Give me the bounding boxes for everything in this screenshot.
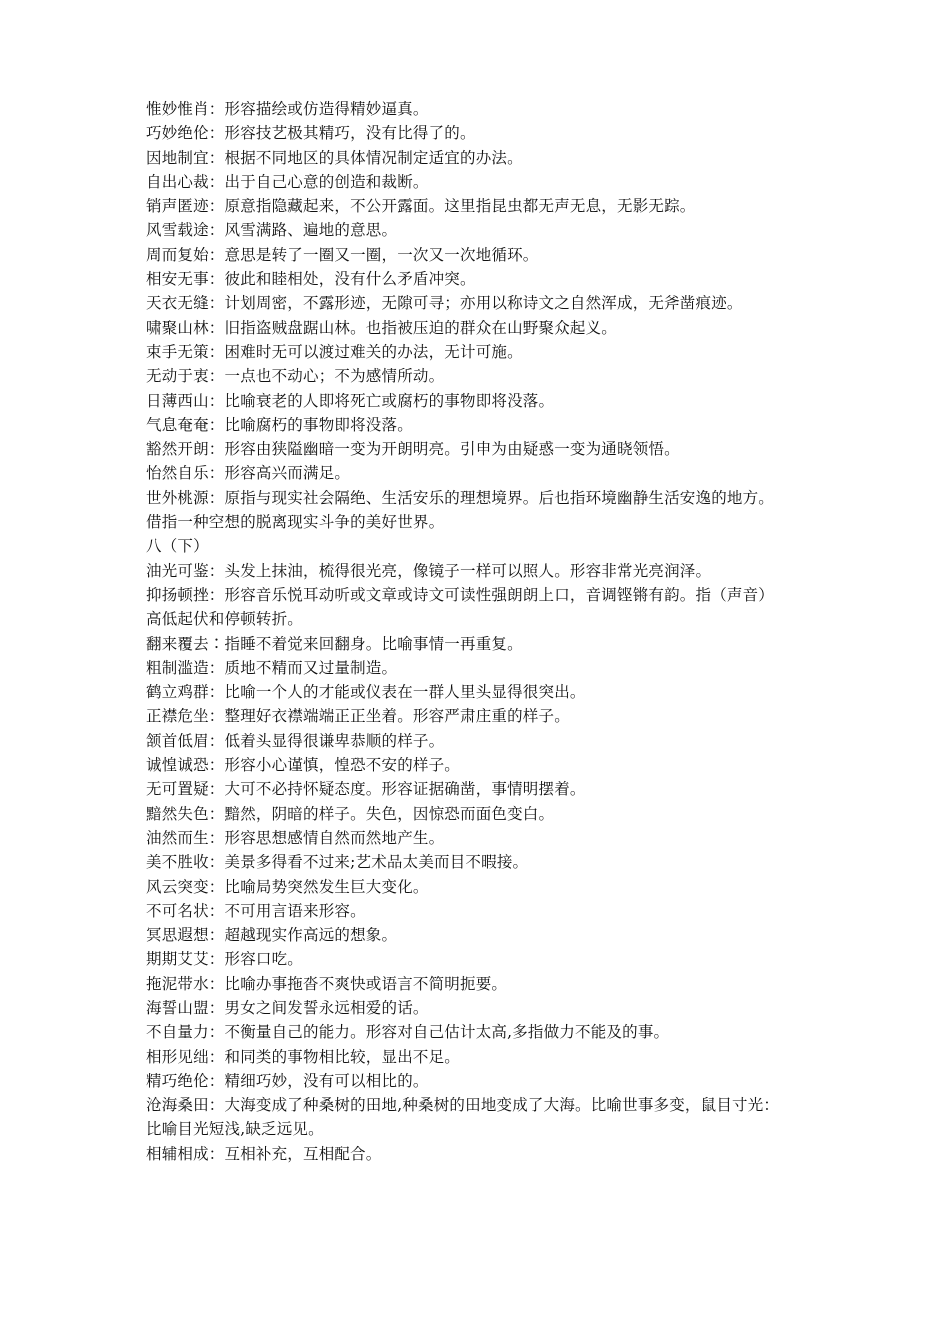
text-line: 怡然自乐：形容高兴而满足。 <box>146 464 351 483</box>
text-line: 黯然失色：黯然，阴暗的样子。失色，因惊恐而面色变白。 <box>146 804 555 823</box>
text-line: 啸聚山林：旧指盗贼盘踞山林。也指被压迫的群众在山野聚众起义。 <box>146 318 618 337</box>
text-line: 油然而生：形容思想感情自然而然地产生。 <box>146 828 445 847</box>
text-line: 沧海桑田：大海变成了种桑树的田地,种桑树的田地变成了大海。比喻世事多变，鼠目寸光： <box>146 1096 780 1115</box>
text-line: 销声匿迹：原意指隐藏起来，不公开露面。这里指昆虫都无声无息，无影无踪。 <box>146 197 696 216</box>
text-line: 自出心裁：出于自己心意的创造和裁断。 <box>146 172 429 191</box>
text-line: 相形见绌：和同类的事物相比较，显出不足。 <box>146 1047 461 1066</box>
text-line: 抑扬顿挫：形容音乐悦耳动听或文章或诗文可读性强朗朗上口，音调铿锵有韵。指（声音） <box>146 585 775 604</box>
text-line: 美不胜收：美景多得看不过来;艺术品太美而目不暇接。 <box>146 853 529 872</box>
text-line: 相安无事：彼此和睦相处，没有什么矛盾冲突。 <box>146 270 476 289</box>
text-line: 颔首低眉：低着头显得很谦卑恭顺的样子。 <box>146 731 445 750</box>
text-line: 束手无策：困难时无可以渡过难关的办法，无计可施。 <box>146 342 523 361</box>
text-line: 翻来覆去∶指睡不着觉来回翻身。比喻事情一再重复。 <box>146 634 523 653</box>
text-line: 不可名状：不可用言语来形容。 <box>146 901 366 920</box>
text-line: 巧妙绝伦：形容技艺极其精巧，没有比得了的。 <box>146 124 476 143</box>
text-line: 精巧绝伦：精细巧妙，没有可以相比的。 <box>146 1071 429 1090</box>
text-line: 诚惶诚恐：形容小心谨慎，惶恐不安的样子。 <box>146 756 461 775</box>
text-line: 正襟危坐：整理好衣襟端端正正坐着。形容严肃庄重的样子。 <box>146 707 570 726</box>
text-line: 风云突变：比喻局势突然发生巨大变化。 <box>146 877 429 896</box>
text-line: 冥思遐想：超越现实作高远的想象。 <box>146 926 398 945</box>
text-line: 期期艾艾：形容口吃。 <box>146 950 304 969</box>
text-line: 日薄西山：比喻衰老的人即将死亡或腐朽的事物即将没落。 <box>146 391 555 410</box>
document-body <box>146 97 826 1166</box>
text-line: 气息奄奄：比喻腐朽的事物即将没落。 <box>146 415 413 434</box>
text-line: 拖泥带水：比喻办事拖沓不爽快或语言不简明扼要。 <box>146 974 508 993</box>
text-line: 油光可鉴：头发上抹油，梳得很光亮，像镜子一样可以照人。形容非常光亮润泽。 <box>146 561 712 580</box>
text-line: 惟妙惟肖：形容描绘或仿造得精妙逼真。 <box>146 100 429 118</box>
text-line: 相辅相成：互相补充，互相配合。 <box>146 1144 382 1163</box>
text-line: 鹤立鸡群：比喻一个人的才能或仪表在一群人里头显得很突出。 <box>146 683 586 702</box>
text-line: 无动于衷：一点也不动心；不为感情所动。 <box>146 367 445 386</box>
text-line: 借指一种空想的脱离现实斗争的美好世界。 <box>146 513 445 532</box>
text-line: 豁然开朗：形容由狭隘幽暗一变为开朗明亮。引申为由疑惑一变为通晓领悟。 <box>146 440 680 459</box>
text-line: 无可置疑：大可不必持怀疑态度。形容证据确凿，事情明摆着。 <box>146 780 586 799</box>
text-line: 风雪载途：风雪满路、遍地的意思。 <box>146 221 398 240</box>
text-line: 海誓山盟：男女之间发誓永远相爱的话。 <box>146 998 429 1017</box>
text-line: 不自量力：不衡量自己的能力。形容对自己估计太高,多指做力不能及的事。 <box>146 1023 670 1042</box>
section-heading: 八（下） <box>146 537 209 556</box>
text-line: 世外桃源：原指与现实社会隔绝、生活安乐的理想境界。后也指环境幽静生活安逸的地方。 <box>146 488 775 507</box>
text-line: 天衣无缝：计划周密，不露形迹，无隙可寻；亦用以称诗文之自然浑成，无斧凿痕迹。 <box>146 294 743 313</box>
text-line: 周而复始：意思是转了一圈又一圈，一次又一次地循环。 <box>146 245 539 264</box>
text-line: 粗制滥造：质地不精而又过量制造。 <box>146 658 398 677</box>
text-line: 因地制宜：根据不同地区的具体情况制定适宜的办法。 <box>146 148 523 167</box>
text-line: 比喻目光短浅,缺乏远见。 <box>146 1120 324 1139</box>
text-line: 高低起伏和停顿转折。 <box>146 610 304 629</box>
